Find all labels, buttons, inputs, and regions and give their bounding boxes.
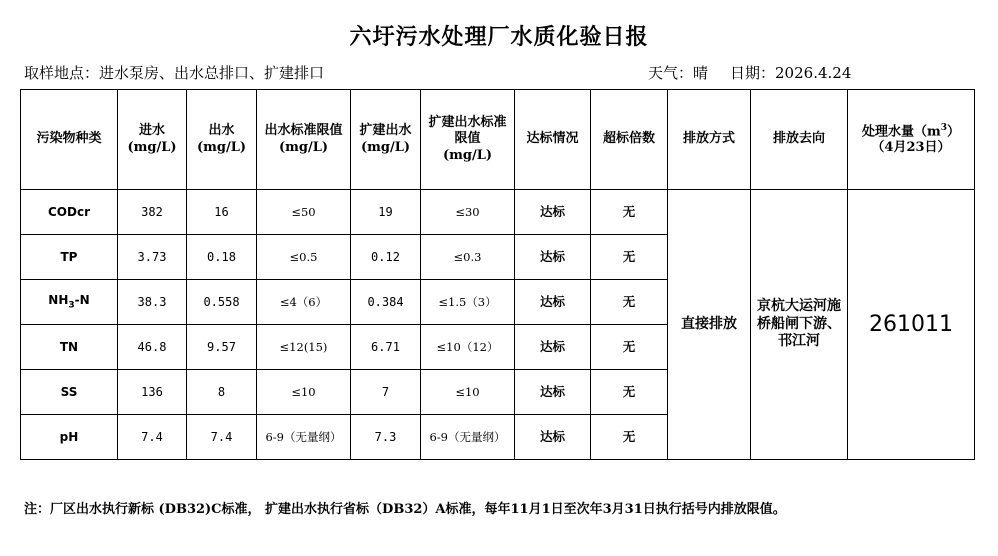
extension-standard: ≤1.5（3） [421,280,515,325]
pollutant-name: SS [21,370,118,415]
extension-outflow-value: 19 [351,190,421,235]
compliance-status: 达标 [515,280,591,325]
weather-date-info [648,62,851,83]
extension-standard: ≤0.3 [421,235,515,280]
outflow-value: 0.558 [187,280,257,325]
extension-outflow-value: 0.384 [351,280,421,325]
table-header-row [21,90,975,190]
extension-outflow-value: 7.3 [351,415,421,460]
outflow-value: 0.18 [187,235,257,280]
weather-text: 天气：晴 [648,64,709,82]
sampling-location: 取样地点：进水泵房、出水总排口、扩建排口 [24,64,325,82]
extension-outflow-value: 6.71 [351,325,421,370]
inflow-value: 7.4 [118,415,187,460]
pollutant-name: TP [21,235,118,280]
report-title: 六圩污水处理厂水质化验日报 [349,24,649,50]
pollutant-name: $NH_3-N$ [21,280,118,325]
outflow-standard: ≤12(15) [257,325,351,370]
table-row [21,190,975,235]
treated-volume: 261011 [848,190,975,460]
outflow-standard: ≤4（6） [257,280,351,325]
compliance-status: 达标 [515,235,591,280]
extension-outflow-value: 0.12 [351,235,421,280]
outflow-value: 16 [187,190,257,235]
exceed-multiple: 无 [591,325,668,370]
inflow-value: 3.73 [118,235,187,280]
compliance-status: 达标 [515,370,591,415]
pollutant-name: CODcr [21,190,118,235]
extension-standard: ≤30 [421,190,515,235]
outflow-value: 9.57 [187,325,257,370]
header-extension-outflow: 扩建出水 (mg/L) [351,90,421,190]
outflow-standard: ≤10 [257,370,351,415]
exceed-multiple: 无 [591,235,668,280]
inflow-value: 38.3 [118,280,187,325]
header-compliance: 达标情况 [515,90,591,190]
compliance-status: 达标 [515,415,591,460]
extension-standard: ≤10（12） [421,325,515,370]
pollutant-name: TN [21,325,118,370]
extension-standard: 6-9（无量纲） [421,415,515,460]
inflow-value: 136 [118,370,187,415]
exceed-multiple: 无 [591,190,668,235]
header-outflow-standard: 出水标准限值(mg/L) [257,90,351,190]
footnote: 注：厂区出水执行新标 (DB32)C标准， 扩建出水执行省标（DB32）A标准，每年11月1日至次年3月31日执行括号内排放限值。 [24,502,786,517]
exceed-multiple: 无 [591,280,668,325]
outflow-value: 7.4 [187,415,257,460]
extension-outflow-value: 7 [351,370,421,415]
report-date: 日期：2026.4.24 [730,64,852,82]
header-exceed-multiple: 超标倍数 [591,90,668,190]
outflow-value: 8 [187,370,257,415]
header-inflow: 进水 (mg/L) [118,90,187,190]
compliance-status: 达标 [515,190,591,235]
header-extension-standard: 扩建出水标准限值 (mg/L) [421,90,515,190]
outflow-standard: ≤50 [257,190,351,235]
outflow-standard: ≤0.5 [257,235,351,280]
outflow-standard: 6-9（无量纲） [257,415,351,460]
exceed-multiple: 无 [591,370,668,415]
header-treated-volume: 处理水量$(m^3)$ （4月23日） [848,90,975,190]
pollutant-name: pH [21,415,118,460]
discharge-destination: 京杭大运河施桥船闸下游、邗江河 [751,190,848,460]
inflow-value: 382 [118,190,187,235]
header-outflow: 出水 (mg/L) [187,90,257,190]
extension-standard: ≤10 [421,370,515,415]
header-discharge-destination: 排放去向 [751,90,848,190]
inflow-value: 46.8 [118,325,187,370]
water-quality-table [20,89,975,460]
compliance-status: 达标 [515,325,591,370]
header-discharge-mode: 排放方式 [668,90,751,190]
exceed-multiple: 无 [591,415,668,460]
discharge-mode: 直接排放 [668,190,751,460]
header-pollutant: 污染物种类 [21,90,118,190]
